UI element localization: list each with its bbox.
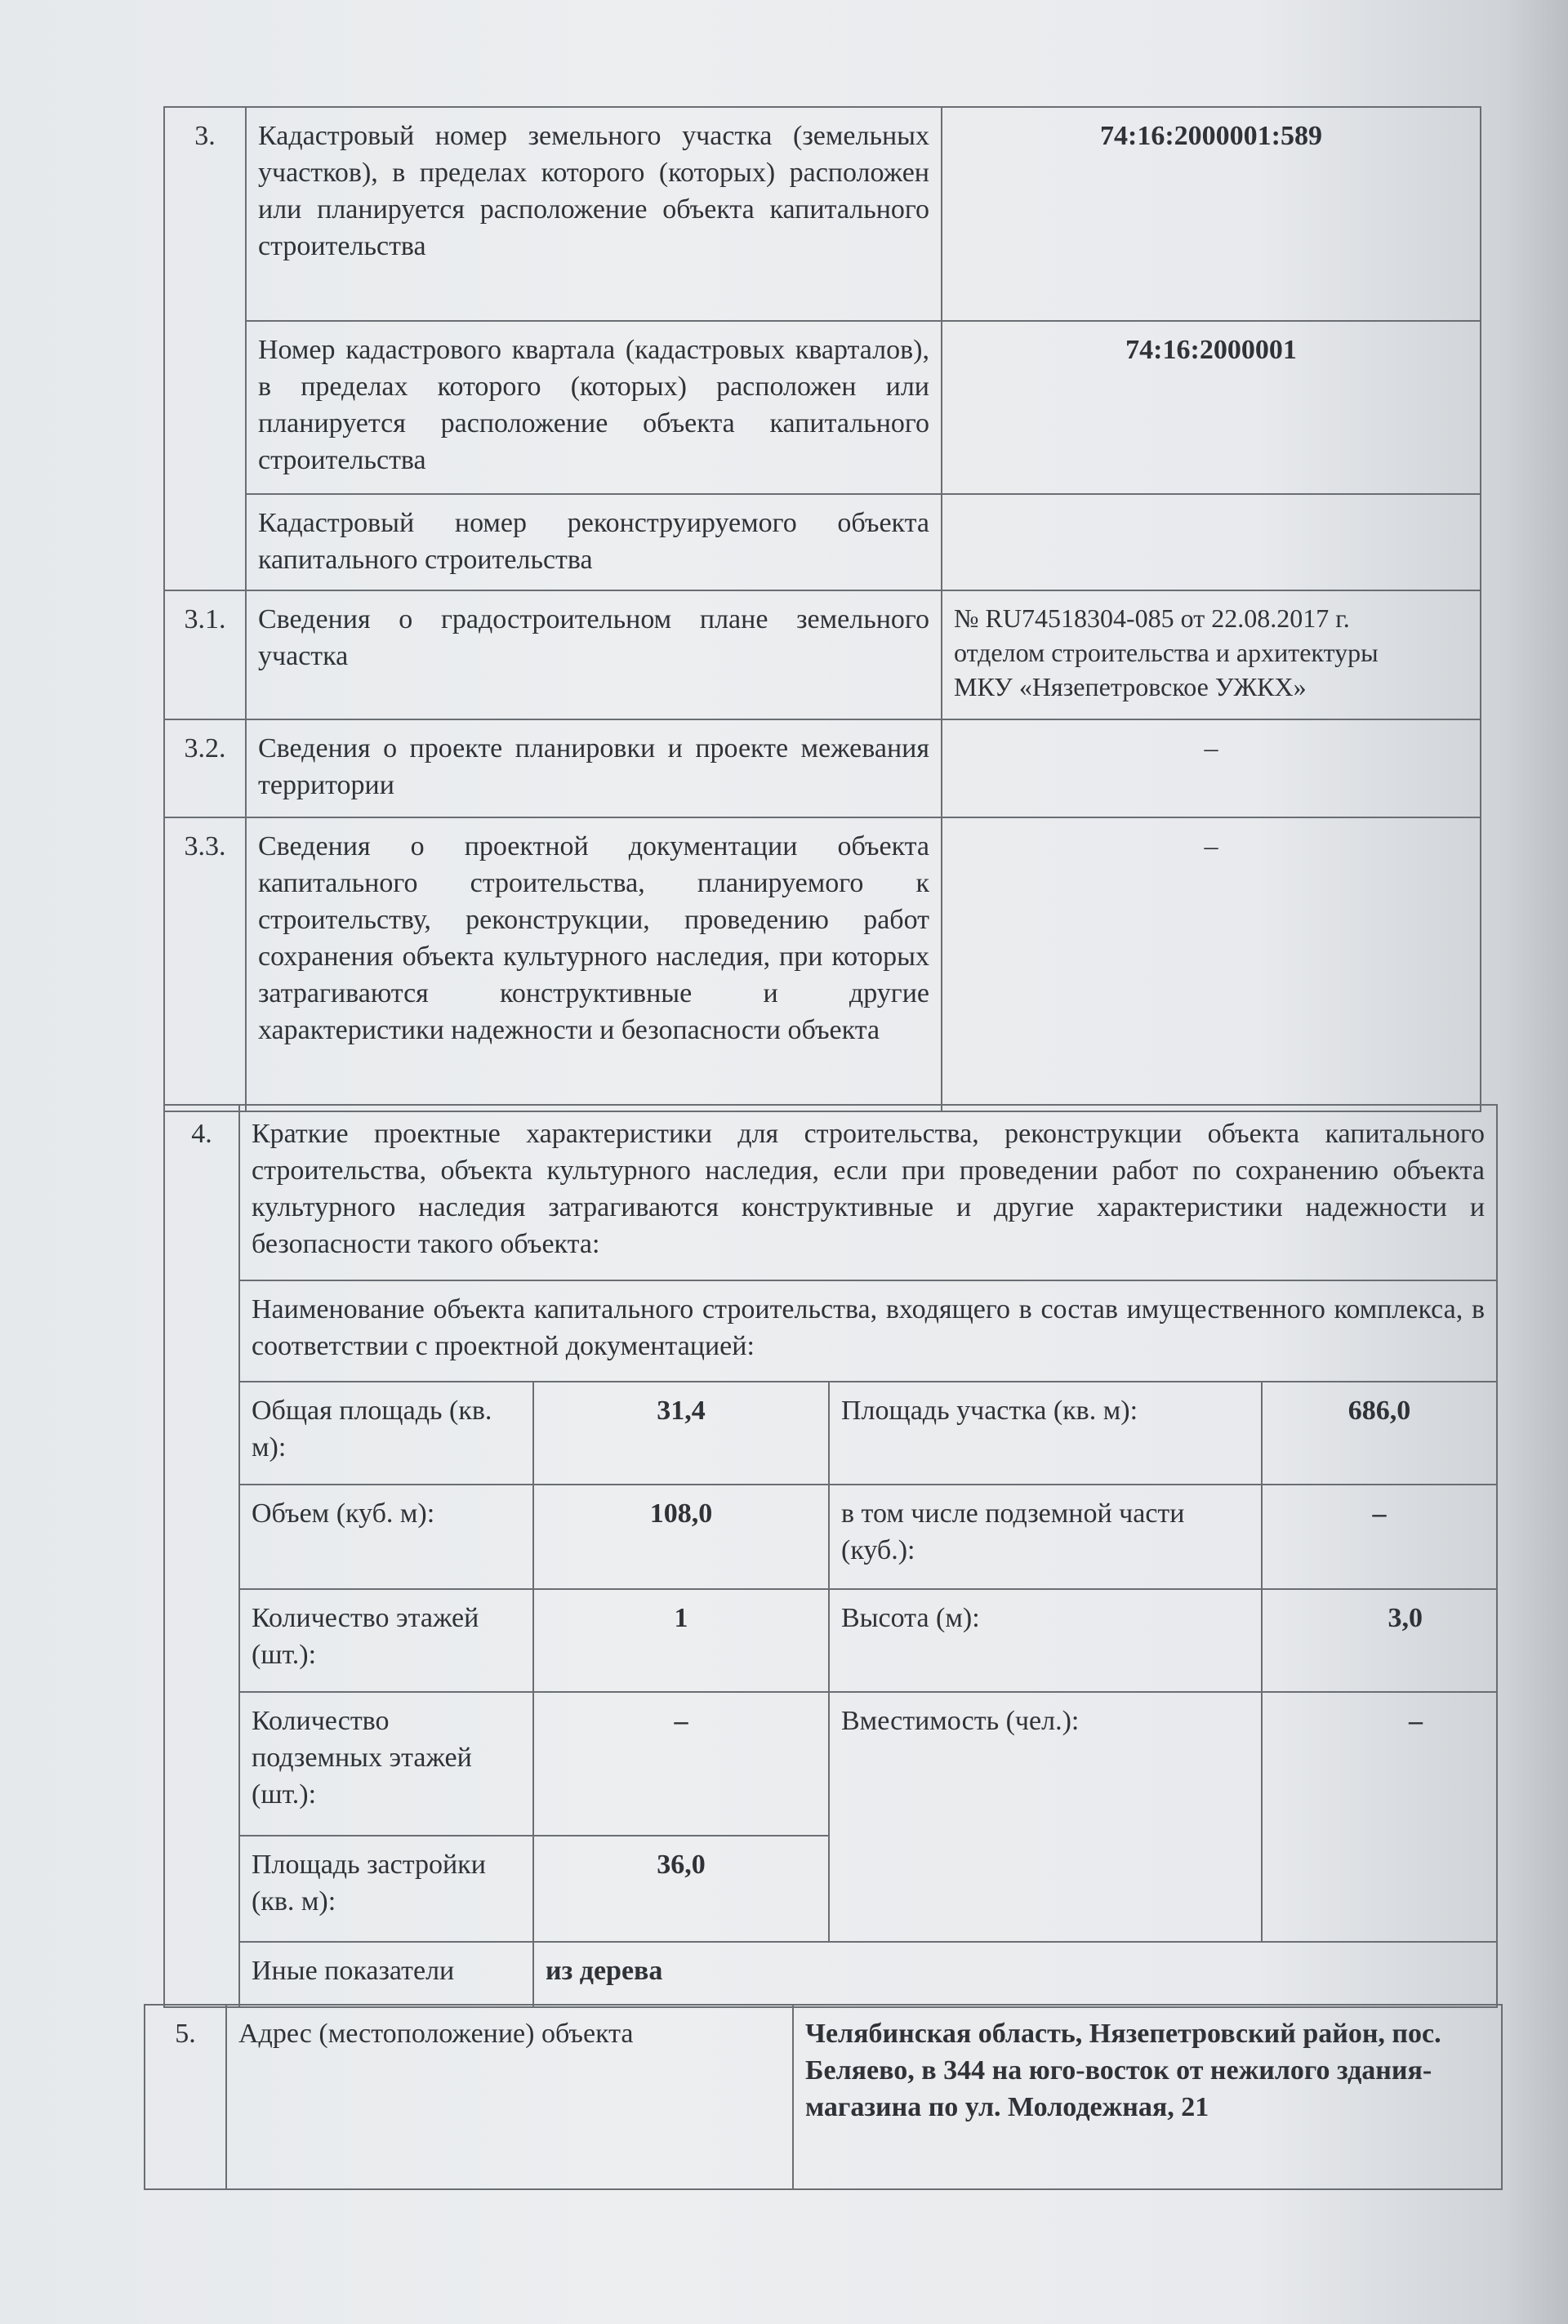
project-docs-label: Сведения о проектной документации объекта капитального строительства, планируемого к строительству, реконструкции, проведению работ сохранения объекта культурного наследия, при которых затрагиваются конструктивные и другие характеристики надежности и безопасности объекта	[246, 817, 942, 1111]
floors-label: Количество этажей (шт.):	[239, 1589, 533, 1692]
underground-floors-label: Количество подземных этажей (шт.):	[239, 1692, 533, 1836]
planning-project-label: Сведения о проекте планировки и проекте межевания территории	[246, 719, 942, 817]
urban-plan-label: Сведения о градостроительном плане земельного участка	[246, 590, 942, 719]
reconstructed-object-label: Кадастровый номер реконструируемого объекта капитального строительства	[246, 494, 942, 590]
plot-area-value: 686,0	[1262, 1382, 1497, 1485]
urban-plan-issuer: отделом строительства и архитектуры	[954, 638, 1379, 667]
floors-value: 1	[533, 1589, 829, 1692]
cadastral-quarter-value: 74:16:2000001	[942, 321, 1481, 494]
characteristics-heading: Краткие проектные характеристики для строительства, реконструкции объекта капитального строительства, объекта культурного наследия, если при проведении работ по сохранению объекта культурного наследия затрагиваются конструктивные и другие характеристики надежности и безопасности такого объекта:	[239, 1105, 1497, 1280]
built-area-value: 36,0	[533, 1836, 829, 1942]
volume-label: Объем (куб. м):	[239, 1485, 533, 1589]
urban-plan-value	[942, 590, 1481, 719]
row-5-number: 5.	[145, 2005, 226, 2189]
permit-table-address	[144, 2004, 1503, 2190]
address-value: Челябинская область, Нязепетровский район, пос. Беляево, в 344 на юго-восток от нежилого здания-магазина по ул. Молодежная, 21	[793, 2005, 1502, 2189]
cadastral-quarter-label: Номер кадастрового квартала (кадастровых кварталов), в пределах которого (которых) расположен или планируется расположение объекта капитального строительства	[246, 321, 942, 494]
capacity-value: –	[1262, 1692, 1497, 1942]
row-3-1-number: 3.1.	[164, 590, 246, 719]
object-name-heading: Наименование объекта капитального строительства, входящего в состав имущественного комплекса, в соответствии с проектной документацией:	[239, 1280, 1497, 1382]
permit-table-characteristics	[163, 1104, 1498, 2008]
capacity-label: Вместимость (чел.):	[829, 1692, 1262, 1942]
total-area-label: Общая площадь (кв. м):	[239, 1382, 533, 1485]
permit-table-upper	[163, 106, 1481, 1112]
urban-plan-agency: МКУ «Нязепетровское УЖКХ»	[954, 672, 1307, 701]
underground-volume-value: –	[1262, 1485, 1497, 1589]
project-docs-value: –	[942, 817, 1481, 1111]
row-3-3-number: 3.3.	[164, 817, 246, 1111]
height-value: 3,0	[1262, 1589, 1497, 1692]
underground-floors-value: –	[533, 1692, 829, 1836]
reconstructed-object-value	[942, 494, 1481, 590]
row-4-number: 4.	[164, 1105, 239, 2007]
volume-value: 108,0	[533, 1485, 829, 1589]
underground-volume-label: в том числе подземной части (куб.):	[829, 1485, 1262, 1589]
other-indicators-label: Иные показатели	[239, 1942, 533, 2007]
urban-plan-number: № RU74518304-085 от 22.08.2017 г.	[954, 603, 1350, 633]
planning-project-value: –	[942, 719, 1481, 817]
address-label: Адрес (местоположение) объекта	[226, 2005, 793, 2189]
built-area-label: Площадь застройки (кв. м):	[239, 1836, 533, 1942]
row-3-2-number: 3.2.	[164, 719, 246, 817]
plot-area-label: Площадь участка (кв. м):	[829, 1382, 1262, 1485]
other-indicators-value: из дерева	[533, 1942, 1497, 2007]
total-area-value: 31,4	[533, 1382, 829, 1485]
cadastral-plot-value: 74:16:2000001:589	[942, 107, 1481, 321]
row-3-number: 3.	[164, 107, 246, 590]
height-label: Высота (м):	[829, 1589, 1262, 1692]
cadastral-plot-label: Кадастровый номер земельного участка (земельных участков), в пределах которого (которых) расположен или планируется расположение объекта капитального строительства	[246, 107, 942, 321]
